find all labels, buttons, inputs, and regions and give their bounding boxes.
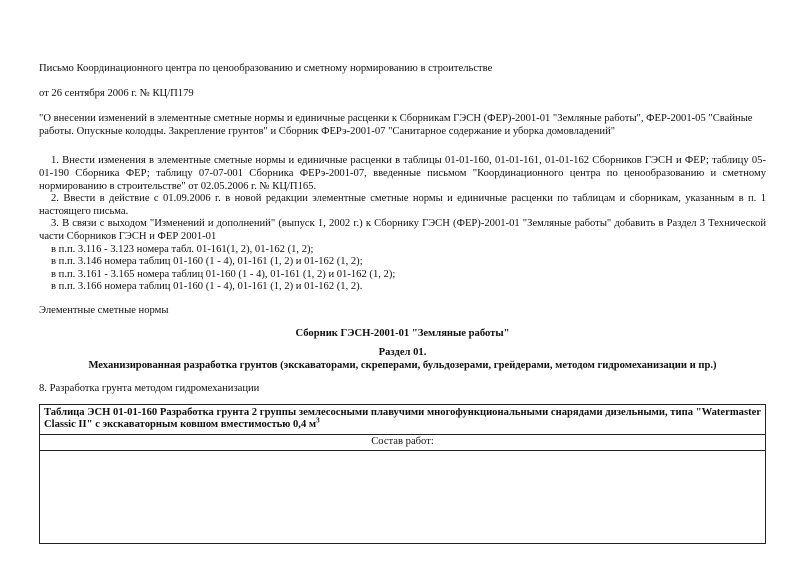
razdel-number: Раздел 01. bbox=[378, 347, 427, 359]
sub-item: в п.п. 3.146 номера таблиц 01-160 (1 - 4), 01-161 (1, 2) и 01-162 (1, 2); bbox=[51, 256, 363, 268]
letter-subject: "О внесении изменений в элементные сметные нормы и единичные расценки к Сборникам ГЭСН (ФЕР)-2001-01 "Земляные работы", ФЕР-2001-05 "Свайные работы. Опускные колодцы. Закрепление грунтов" и Сборник ФЕРэ-2001-07 "Санитарное содержание и уборка домовладений" bbox=[39, 113, 753, 137]
item-2: 2. Ввести в действие с 01.09.2006 г. в новой редакции элементные сметные нормы и единичные расценки по таблицам и сборникам, указанным в п. 1 настоящего письма. bbox=[39, 193, 766, 217]
sub-item: в п.п. 3.166 номера таблиц 01-160 (1 - 4), 01-161 (1, 2) и 01-162 (1, 2). bbox=[51, 281, 363, 293]
item-1: 1. Внести изменения в элементные сметные нормы и единичные расценки в таблицы 01-01-160, 01-01-161, 01-01-162 Сборников ГЭСН и ФЕР; таблицу 05-01-190 Сборника ФЕР; таблицу 07-07-001 Сборника ФЕРэ-2001-07, введенные письмом "Координационного центра по ценообразованию и сметному нормированию в строительстве" от 02.05.2006 г. № КЦ/П165. bbox=[39, 155, 766, 192]
razdel-title: Механизированная разработка грунтов (экскаваторами, скреперами, бульдозерами, грейдерами, методом гидромеханизации и пр.) bbox=[88, 359, 717, 371]
table-header-text: Таблица ЭСН 01-01-160 Разработка грунта 2 группы землесосными плавучими многофункциональными снарядами дизельными, типа "Watermaster Classic II" с экскаваторным ковшом вместимостью 0,4 м bbox=[44, 406, 761, 431]
table-empty-row bbox=[40, 450, 766, 543]
document-page bbox=[39, 63, 766, 544]
letter-title: Письмо Координационного центра по ценообразованию и сметному нормированию в строительстве bbox=[39, 63, 493, 74]
table-empty-cell bbox=[40, 450, 766, 543]
table-header-superscript: 3 bbox=[316, 416, 320, 425]
item-3: 3. В связи с выходом "Изменений и дополнений" (выпуск 1, 2002 г.) к Сборнику ГЭСН (ФЕР)-2001-01 "Земляные работы" добавить в Раздел 3 Технической части Сборников ГЭСН и ФЕР 2001-01 bbox=[39, 218, 766, 242]
table-header-row bbox=[40, 404, 766, 434]
section-label: Элементные сметные нормы bbox=[39, 304, 169, 316]
table-sostav-row bbox=[40, 435, 766, 451]
sub-item: в п.п. 3.116 - 3.123 номера табл. 01-161(1, 2), 01-162 (1, 2); bbox=[51, 243, 314, 255]
group-label: 8. Разработка грунта методом гидромеханизации bbox=[39, 383, 260, 395]
sostav-label: Состав работ: bbox=[40, 435, 766, 451]
collection-title: Сборник ГЭСН-2001-01 "Земляные работы" bbox=[295, 327, 510, 339]
table-header-cell bbox=[40, 404, 766, 434]
sub-item: в п.п. 3.161 - 3.165 номера таблиц 01-160 (1 - 4), 01-161 (1, 2) и 01-162 (1, 2); bbox=[51, 268, 396, 280]
norm-table bbox=[39, 404, 766, 544]
letter-date: от 26 сентября 2006 г. № КЦ/П179 bbox=[39, 87, 194, 99]
